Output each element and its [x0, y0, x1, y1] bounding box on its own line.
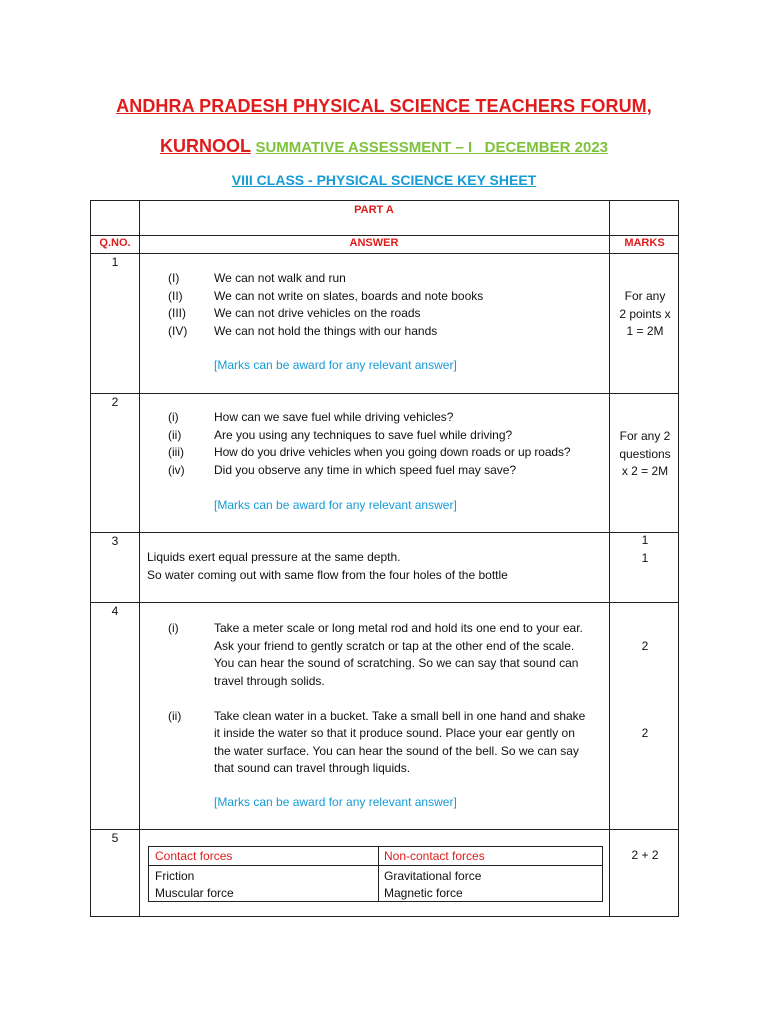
- list-item: (II) We can not write on slates, boards and note books: [168, 288, 484, 303]
- question-number: 1: [111, 255, 119, 269]
- table-divider: [91, 393, 678, 394]
- list-item: (ii) Take clean water in a bucket. Take a small bell in one hand and shake it inside the water so that it produce sound. Place your ear gently on the water surface. You can hear the sound of the bell. So we can say that sound can travel through liquids.: [168, 708, 586, 775]
- marks-cell: For any 2 questions x 2 = 2M: [619, 429, 671, 478]
- list-item: (i) Take a meter scale or long metal rod and hold its one end to your ear. Ask your friend to gently scratch or tap at the other end of the scale. You can hear the sound of scratching. So we can say that sound can travel through solids.: [168, 621, 583, 688]
- list-item: (i) How can we save fuel while driving vehicles?: [168, 410, 454, 424]
- column-header-non-contact: Non-contact forces: [384, 849, 485, 863]
- non-contact-forces-list: Gravitational force Magnetic force: [384, 869, 482, 900]
- column-header-marks: MARKS: [624, 237, 665, 249]
- marks-cell: 2 + 2: [631, 848, 659, 862]
- marks-cell: 1 1: [641, 533, 649, 565]
- forces-table: [148, 846, 603, 902]
- marks-cell: 2: [641, 726, 649, 740]
- key-sheet-title: VIII CLASS - PHYSICAL SCIENCE KEY SHEET: [231, 172, 537, 188]
- marks-cell: 2: [641, 639, 649, 653]
- contact-forces-list: Friction Muscular force: [155, 869, 234, 900]
- list-item: (iii) How do you drive vehicles when you going down roads or up roads?: [168, 445, 571, 459]
- list-item: (III) We can not drive vehicles on the roads: [168, 306, 421, 320]
- answer-list: [91, 409, 609, 479]
- column-header-qno: Q.NO.: [99, 237, 131, 249]
- question-number: 2: [111, 395, 119, 409]
- answer-key-table: [90, 200, 679, 917]
- part-label: PART A: [354, 204, 394, 216]
- evaluator-note: [Marks can be award for any relevant answer]: [214, 358, 457, 372]
- list-item: (IV) We can not hold the things with our hands: [168, 323, 438, 338]
- table-divider: [91, 235, 678, 236]
- answer-list: [91, 620, 609, 778]
- table-divider: [91, 253, 678, 254]
- exam-name: SUMMATIVE ASSESSMENT – I DECEMBER 2023: [255, 139, 609, 156]
- question-number: 3: [111, 534, 119, 548]
- marks-cell: For any 2 points x 1 = 2M: [619, 289, 671, 338]
- table-divider: [91, 532, 678, 533]
- answer-text: Liquids exert equal pressure at the same depth. So water coming out with same flow from the four holes of the bottle: [147, 550, 508, 582]
- evaluator-note: [Marks can be award for any relevant answer]: [214, 498, 457, 512]
- evaluator-note: [Marks can be award for any relevant answer]: [214, 795, 457, 809]
- district-name: KURNOOL: [159, 136, 251, 156]
- table-divider: [378, 847, 379, 901]
- document-subtitle: [0, 136, 768, 157]
- table-divider: [91, 829, 678, 830]
- document-title: ANDHRA PRADESH PHYSICAL SCIENCE TEACHERS FORUM,: [116, 96, 652, 116]
- column-header-answer: ANSWER: [349, 237, 399, 249]
- list-item: (iv) Did you observe any time in which speed fuel may save?: [168, 462, 517, 477]
- table-divider: [149, 865, 602, 866]
- table-divider: [91, 602, 678, 603]
- answer-list: [91, 270, 609, 340]
- question-number: 4: [111, 604, 119, 618]
- list-item: (I) We can not walk and run: [168, 271, 346, 285]
- list-item: (ii) Are you using any techniques to save fuel while driving?: [168, 427, 513, 442]
- question-number: 5: [111, 831, 119, 845]
- column-header-contact: Contact forces: [155, 849, 233, 863]
